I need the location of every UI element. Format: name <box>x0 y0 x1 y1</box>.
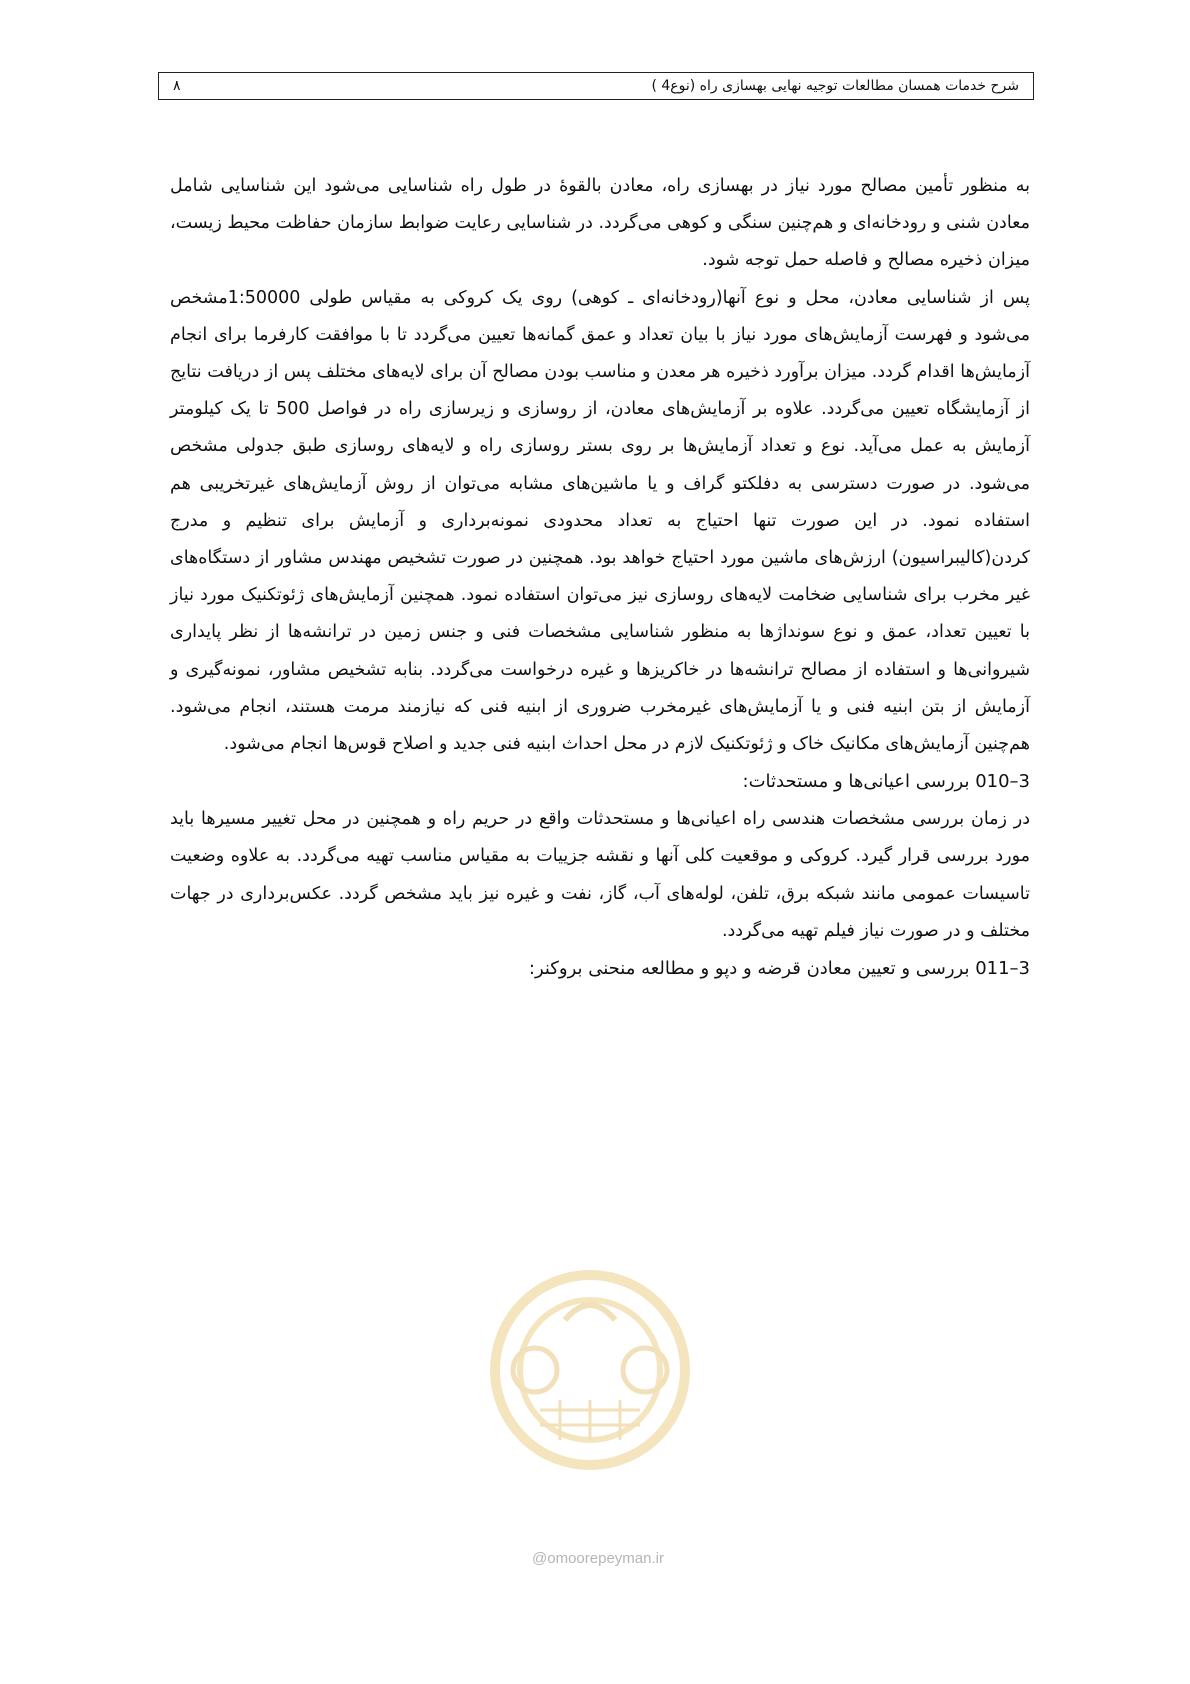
paragraph-mine-testing: پس از شناسایی معادن، محل و نوع آنها(رودخانه‌ای ـ کوهی) روی یک کروکی به مقیاس طولی 1:50000مشخص می‌شود و فهرست آزمایش‌های مورد نیاز با بیان تعداد و عمق گمانه‌ها تعیین می‌گردد تا با موافقت کارفرما برای انجام آزمایش‌ها اقدام گردد. میزان برآورد ذخیره هر معدن و مناسب بودن مصالح آن برای لایه‌های مختلف پس از دریافت نتایج از آزمایشگاه تعیین می‌گردد. علاوه بر آزمایش‌های معادن، از روسازی و زیرسازی راه در فواصل 500 تا یک کیلومتر آزمایش به عمل می‌آید. نوع و تعداد آزمایش‌ها بر روی بستر روسازی راه و لایه‌های روسازی طبق جدولی مشخص می‌شود. در صورت دسترسی به دفلکتو گراف و یا ماشین‌های مشابه می‌توان از روش آزمایش‌های غیرتخریبی هم استفاده نمود. در این صورت تنها احتیاج به تعداد محدودی نمونه‌برداری و آزمایش برای تنظیم و مدرج کردن(کالیبراسیون) ارزش‌های ماشین مورد احتیاج خواهد بود. همچنین در صورت تشخیص مهندس مشاور از دستگاه‌های غیر مخرب برای شناسایی ضخامت لایه‌های روسازی نیز می‌توان استفاده نمود. همچنین آزمایش‌های ژئوتکنیک مورد نیاز با تعیین تعداد، عمق و نوع سونداژها به منظور شناسایی مشخصات فنی و جنس زمین در ترانشه‌ها از نظر پایداری شیروانی‌ها و استفاده از مصالح ترانشه‌ها در خاکریزها و غیره درخواست می‌گردد. بنابه تشخیص مشاور، نمونه‌گیری و آزمایش از بتن ابنیه فنی و یا آزمایش‌های غیرمخرب ضروری از ابنیه فنی که نیازمند مرمت هستند، انجام می‌شود. هم‌چنین آزمایش‌های مکانیک خاک و ژئوتکنیک لازم در محل احداث ابنیه فنی جدید و اصلاح قوس‌ها انجام می‌شود. <box>170 287 1030 755</box>
section-heading-3-011: 3–011 بررسی و تعیین معادن قرضه و دپو و مطالعه منحنی بروکنر: <box>528 958 1030 980</box>
document-body <box>170 168 1030 988</box>
page-number: ۸ <box>173 78 181 94</box>
section-heading-3-010: 3–010 بررسی اعیانی‌ها و مستحدثات: <box>742 771 1030 793</box>
paragraph-structures-review: در زمان بررسی مشخصات هندسی راه اعیانی‌ها و مستحدثات واقع در حریم راه و همچنین در محل تغییر مسیرها باید مورد بررسی قرار گیرد. کروکی و موقعیت کلی آنها و نقشه جزییات به مقیاس مناسب تهیه می‌گردد. به علاوه وضعیت تاسیسات عمومی مانند شبکه برق، تلفن، لوله‌های آب، گاز، نفت و غیره نیز باید مشخص گردد. عکس‌برداری در جهات مختلف و در صورت نیاز فیلم تهیه می‌گردد. <box>170 809 1030 941</box>
page-header <box>158 72 1034 100</box>
header-title: شرح خدمات همسان مطالعات توجیه نهایی بهسازی راه (نوع4 ) <box>651 78 1019 94</box>
watermark-logo-icon <box>480 1260 700 1480</box>
paragraph-materials-sourcing: به منظور تأمین مصالح مورد نیاز در بهسازی راه، معادن بالقوۀ در طول راه شناسایی می‌شود این شناسایی شامل معادن شنی و رودخانه‌ای و هم‌چنین سنگی و کوهی می‌گردد. در شناسایی رعایت ضوابط سازمان حفاظت محیط زیست، میزان ذخیره مصالح و فاصله حمل توجه شود. <box>170 176 1030 271</box>
footer-watermark: @omoorepeyman.ir <box>532 1550 664 1567</box>
